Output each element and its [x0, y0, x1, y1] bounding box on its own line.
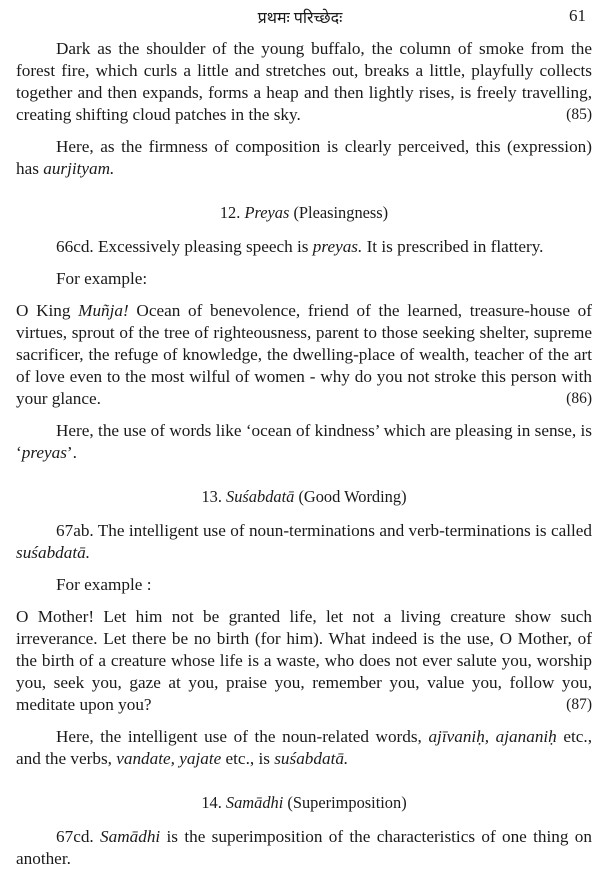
- sanskrit-term: preyas.: [312, 237, 363, 256]
- sanskrit-term: Samādhi: [225, 793, 284, 812]
- section-heading-14: 14. Samādhi (Superimposition): [201, 793, 407, 812]
- verse-86-translation: O King Muñja! Ocean of benevolence, friend of the learned, treasure-house of virtues, sprout of the tree of righteousness, parent to those seeking shelter, supreme sacrificer, the refuge of knowledge, the dwelling-place of wealth, teacher of the art of love even to the most wilful of women - why do you not stroke this person with your glance. (86): [16, 301, 592, 408]
- sanskrit-term: Suśabdatā: [226, 487, 295, 506]
- commentary-paragraph: Here, the use of words like ‘ocean of kindness’ which are pleasing in sense, is ‘preyas’.: [16, 421, 592, 462]
- example-label: For example :: [56, 575, 152, 594]
- definition-paragraph: 66cd. Excessively pleasing speech is preyas. It is prescribed in flattery.: [56, 237, 544, 256]
- commentary-paragraph: Here, as the firmness of composition is clearly perceived, this (expression) has aurjityam.: [16, 137, 592, 178]
- section-heading-13: 13. Suśabdatā (Good Wording): [201, 487, 407, 506]
- definition-paragraph: 67cd. Samādhi is the superimposition of the characteristics of one thing on another.: [16, 827, 592, 868]
- verse-number: (87): [566, 696, 592, 713]
- sanskrit-term: preyas: [21, 443, 67, 462]
- sanskrit-term: Muñja!: [78, 301, 129, 320]
- sanskrit-term: Preyas: [244, 203, 290, 222]
- example-label: For example:: [56, 269, 148, 288]
- commentary-paragraph: Here, the intelligent use of the noun-related words, ajīvaniḥ, ajananiḥ etc., and the verbs, vandate, yajate etc., is suśabdatā.: [16, 727, 592, 768]
- sanskrit-term: ajīvaniḥ, ajananiḥ: [428, 727, 557, 746]
- verse-number: (85): [566, 106, 592, 123]
- sanskrit-term: suśabdatā.: [274, 749, 349, 768]
- sanskrit-term: Samādhi: [100, 827, 161, 846]
- page-body: [16, 38, 592, 870]
- verse-number: (86): [566, 390, 592, 407]
- verse-87-translation: O Mother! Let him not be granted life, let not a living creature show such irreverance. Let there be no birth (for him). What indeed is the use, O Mother, of the birth of a creature whose life is a waste, who does not ever salute you, worship you, seek you, gaze at you, praise you, remember you, value you, follow you, meditate upon you? (87): [16, 607, 592, 714]
- sanskrit-term: suśabdatā.: [16, 543, 91, 562]
- definition-paragraph: 67ab. The intelligent use of noun-terminations and verb-terminations is called suśabdatā.: [16, 521, 592, 562]
- verse-text: Dark as the shoulder of the young buffalo, the column of smoke from the forest fire, which curls a little and stretches out, breaks a little, playfully collects together and then expands, forms a heap and then lightly rises, is freely travelling, creating shifting cloud patches in the sky.: [16, 39, 592, 124]
- section-heading-12: 12. Preyas (Pleasingness): [219, 203, 389, 222]
- page-header: [0, 4, 600, 30]
- verse-85-translation: [16, 38, 592, 126]
- sanskrit-term: vandate, yajate: [116, 749, 222, 768]
- sanskrit-term: aurjityam.: [43, 159, 115, 178]
- running-title: प्रथमः परिच्छेदः: [257, 10, 343, 27]
- page-number: 61: [569, 6, 586, 25]
